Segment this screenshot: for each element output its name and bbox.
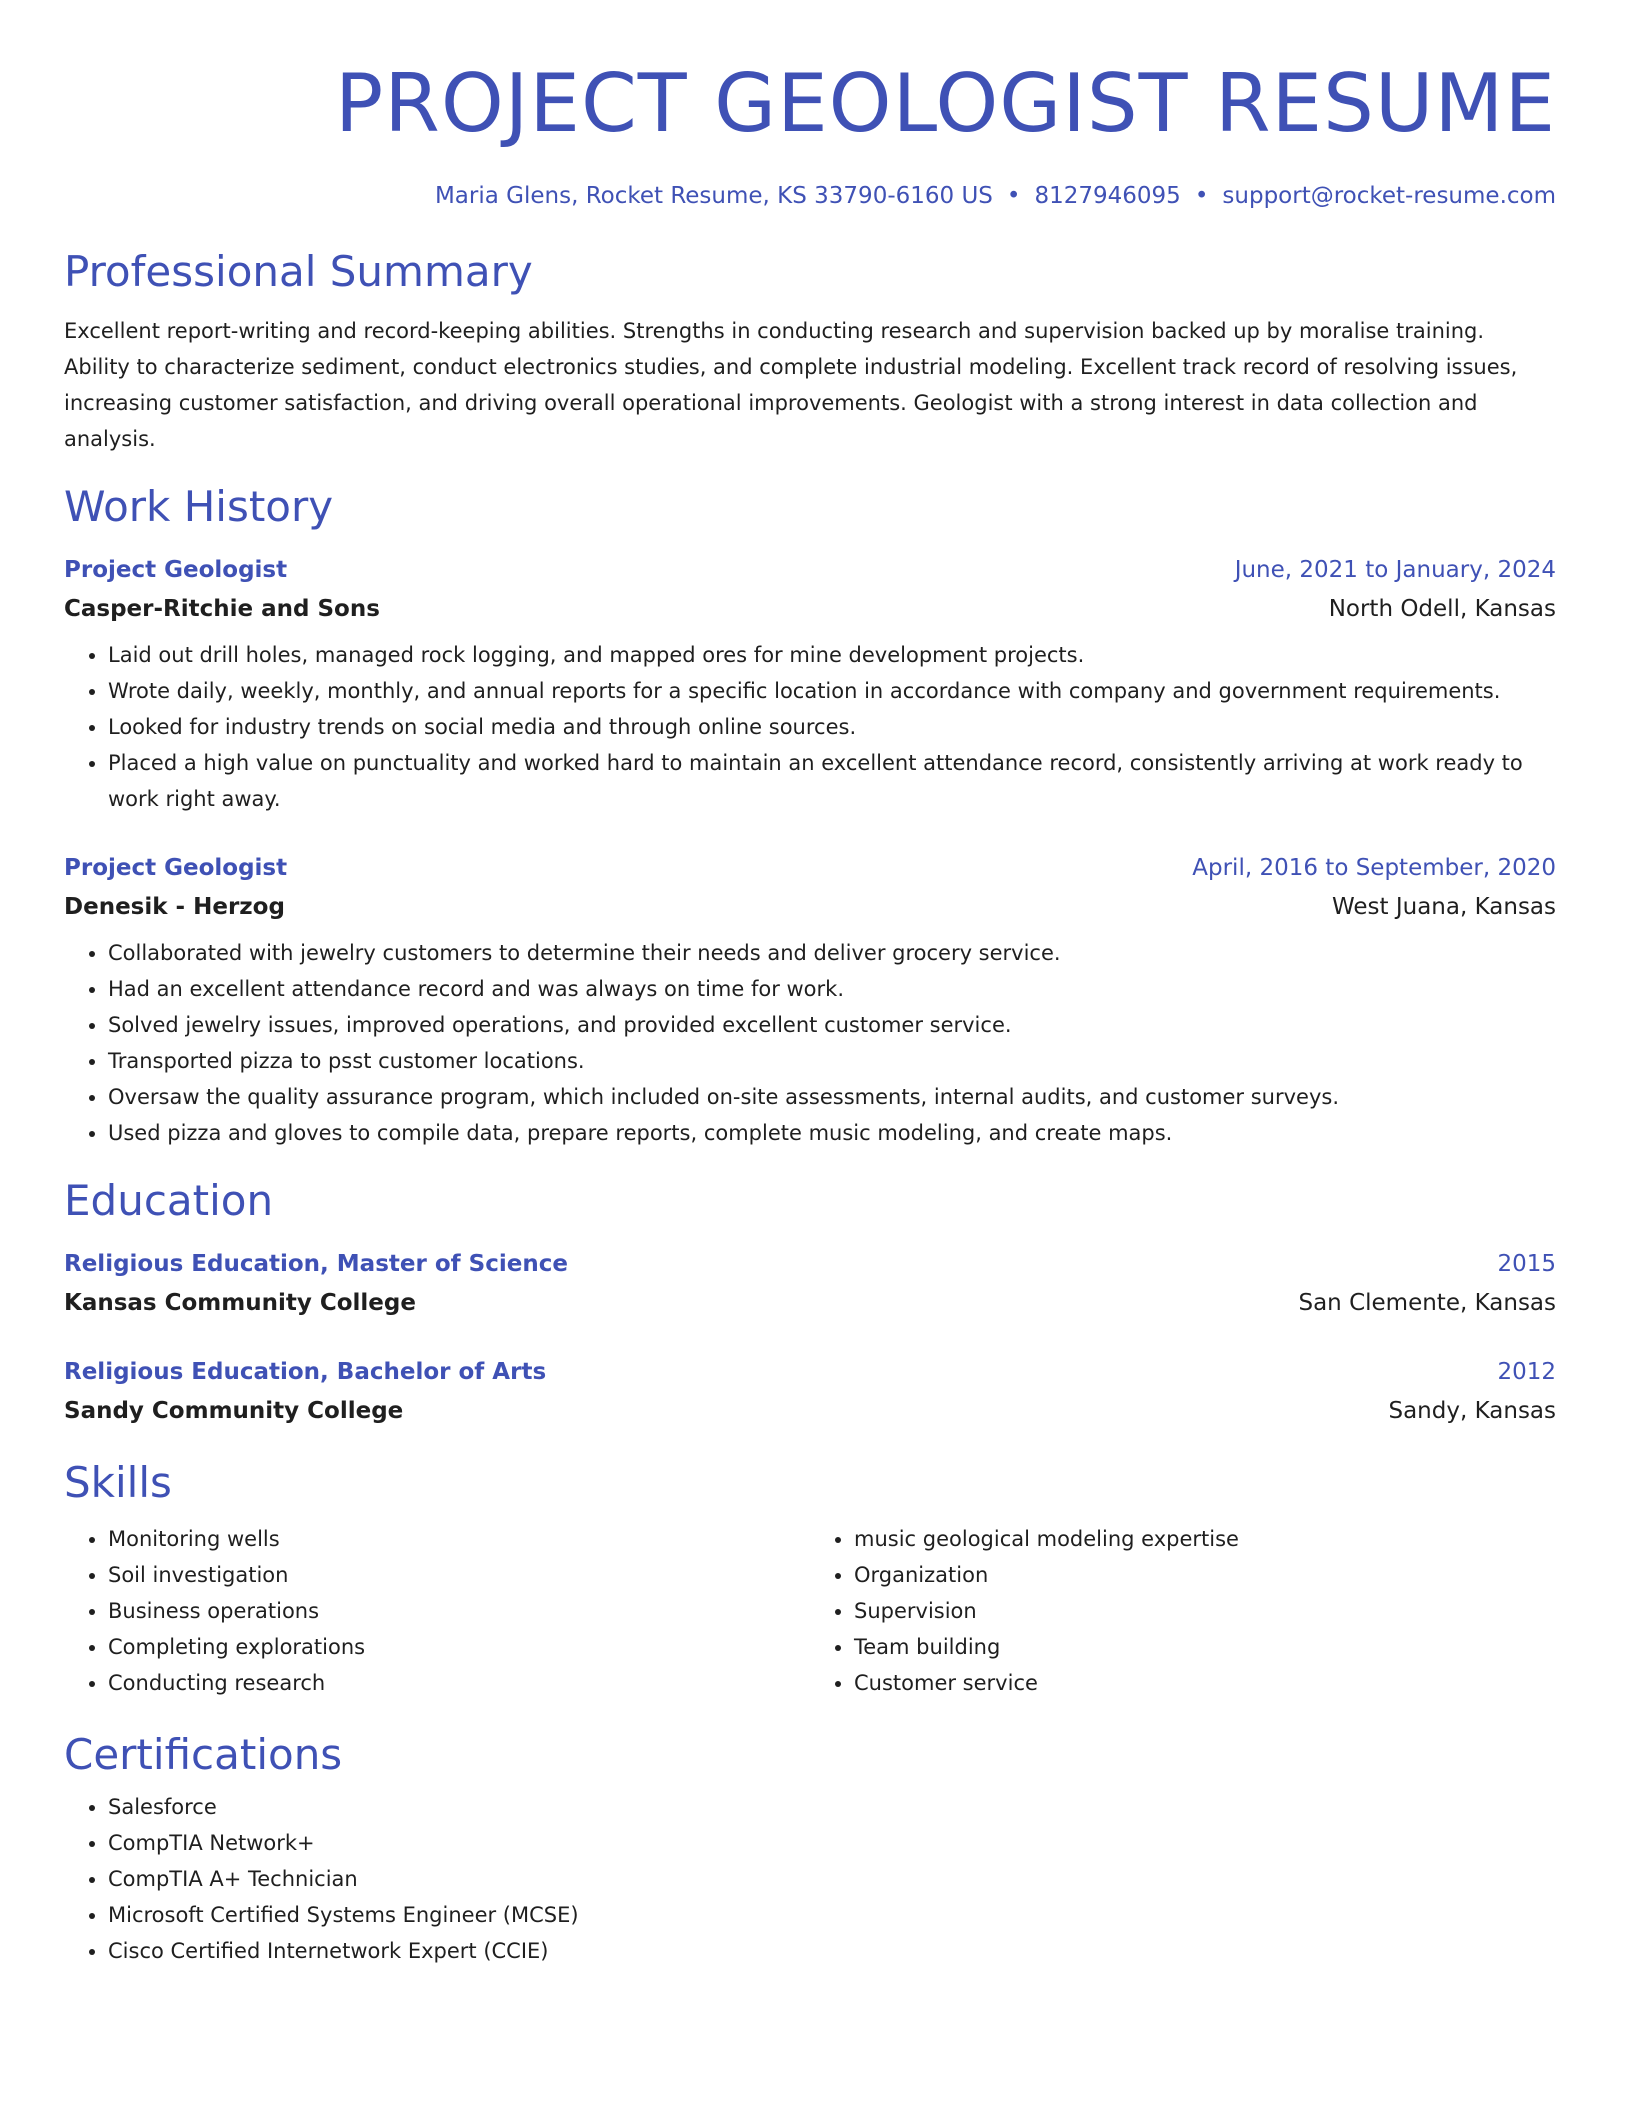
certification-item: • Microsoft Certified Systems Engineer (MCSE) xyxy=(108,1897,1556,1933)
work-entry xyxy=(64,551,1556,817)
school-location: San Clemente, Kansas xyxy=(1298,1290,1556,1316)
skill-item: • Business operations xyxy=(108,1593,810,1629)
job-bullet-list xyxy=(64,637,1556,817)
contact-email: support@rocket-resume.com xyxy=(1222,183,1556,209)
contact-address: Maria Glens, Rocket Resume, KS 33790-6160 US xyxy=(434,183,993,209)
education-entry-header xyxy=(64,1245,1556,1283)
job-bullet: • Collaborated with jewelry customers to determine their needs and deliver grocery service. xyxy=(108,935,1556,971)
work-entry-subheader xyxy=(64,589,1556,629)
skill-item: • Customer service xyxy=(854,1665,1556,1701)
contact-phone: 8127946095 xyxy=(1034,183,1181,209)
certification-item: • Cisco Certified Internetwork Expert (CCIE) xyxy=(108,1933,1556,1969)
education-entry-header xyxy=(64,1353,1556,1391)
job-title: Project Geologist xyxy=(64,855,288,881)
job-bullet: • Oversaw the quality assurance program, which included on-site assessments, internal audits, and customer surveys. xyxy=(108,1079,1556,1115)
skills-heading: Skills xyxy=(64,1458,172,1507)
skills-list-left xyxy=(64,1521,810,1701)
degree-name: Religious Education, Bachelor of Arts xyxy=(64,1359,547,1385)
company-name: Casper-Ritchie and Sons xyxy=(64,596,380,622)
graduation-year: 2015 xyxy=(1497,1251,1556,1277)
degree-name: Religious Education, Master of Science xyxy=(64,1251,568,1277)
work-history-heading: Work History xyxy=(64,482,334,531)
contact-separator: • xyxy=(1194,183,1209,209)
graduation-year: 2012 xyxy=(1497,1359,1556,1385)
certification-item: • Salesforce xyxy=(108,1789,1556,1825)
job-title: Project Geologist xyxy=(64,557,288,583)
company-name: Denesik - Herzog xyxy=(64,894,285,920)
skill-item: • Team building xyxy=(854,1629,1556,1665)
skill-item: • Monitoring wells xyxy=(108,1521,810,1557)
job-bullet: • Had an excellent attendance record and was always on time for work. xyxy=(108,971,1556,1007)
resume-page xyxy=(64,0,1556,1969)
contact-line xyxy=(64,180,1556,212)
school-name: Sandy Community College xyxy=(64,1398,404,1424)
job-bullet: • Solved jewelry issues, improved operations, and provided excellent customer service. xyxy=(108,1007,1556,1043)
job-location: North Odell, Kansas xyxy=(1328,596,1556,622)
job-dates: April, 2016 to September, 2020 xyxy=(1192,855,1556,881)
certification-item: • CompTIA A+ Technician xyxy=(108,1861,1556,1897)
certification-item: • CompTIA Network+ xyxy=(108,1825,1556,1861)
education-entry xyxy=(64,1353,1556,1431)
education-entry-subheader xyxy=(64,1391,1556,1431)
skill-item: • Supervision xyxy=(854,1593,1556,1629)
job-bullet: • Transported pizza to psst customer locations. xyxy=(108,1043,1556,1079)
job-bullet: • Wrote daily, weekly, monthly, and annual reports for a specific location in accordance with company and government requirements. xyxy=(108,673,1556,709)
education-heading: Education xyxy=(64,1176,274,1225)
skill-item: • Organization xyxy=(854,1557,1556,1593)
summary-text: Excellent report-writing and record-keeping abilities. Strengths in conducting research and supervision backed up by moralise training. Ability to characterize sediment, conduct electronics studies, and complete industrial modeling. Excellent track record of resolving issues, increasing customer satisfaction, and driving overall operational improvements. Geologist with a strong interest in data collection and analysis. xyxy=(64,319,1518,451)
job-bullet: • Placed a high value on punctuality and worked hard to maintain an excellent attendance record, consistently arriving at work ready to work right away. xyxy=(108,745,1556,817)
job-location: West Juana, Kansas xyxy=(1331,894,1556,920)
summary-heading: Professional Summary xyxy=(64,247,533,296)
education-entry xyxy=(64,1245,1556,1323)
work-entry xyxy=(64,849,1556,1151)
skills-list-right xyxy=(810,1521,1556,1701)
education-entry-subheader xyxy=(64,1283,1556,1323)
job-bullet-list xyxy=(64,935,1556,1151)
skill-item: • Completing explorations xyxy=(108,1629,810,1665)
job-bullet: • Used pizza and gloves to compile data, prepare reports, complete music modeling, and create maps. xyxy=(108,1115,1556,1151)
school-name: Kansas Community College xyxy=(64,1290,416,1316)
resume-title: PROJECT GEOLOGIST RESUME xyxy=(335,57,1556,150)
work-entry-header xyxy=(64,849,1556,887)
job-bullet: • Looked for industry trends on social media and through online sources. xyxy=(108,709,1556,745)
contact-separator: • xyxy=(1006,183,1021,209)
certifications-list xyxy=(64,1789,1556,1969)
skills-grid xyxy=(64,1521,1556,1701)
work-entry-header xyxy=(64,551,1556,589)
skill-item: • music geological modeling expertise xyxy=(854,1521,1556,1557)
job-dates: June, 2021 to January, 2024 xyxy=(1234,557,1556,583)
skill-item: • Soil investigation xyxy=(108,1557,810,1593)
skill-item: • Conducting research xyxy=(108,1665,810,1701)
school-location: Sandy, Kansas xyxy=(1388,1398,1556,1424)
work-entry-subheader xyxy=(64,887,1556,927)
certifications-heading: Certifications xyxy=(64,1730,343,1779)
job-bullet: • Laid out drill holes, managed rock logging, and mapped ores for mine development projects. xyxy=(108,637,1556,673)
